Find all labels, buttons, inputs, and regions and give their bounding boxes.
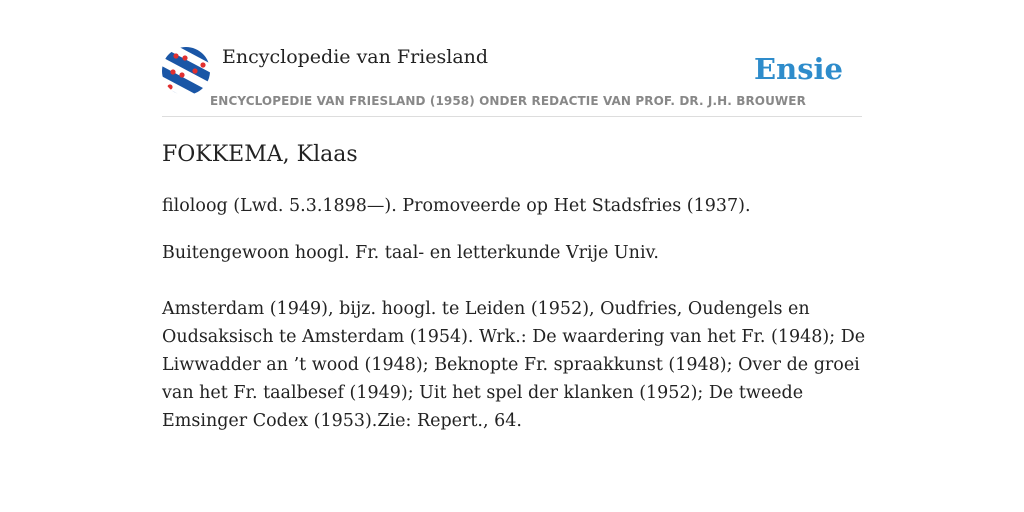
entry-paragraph: Amsterdam (1949), bijz. hoogl. te Leiden (1952), Oudfries, Oudengels en Oudsaksisch te Amsterdam (1954). Wrk.: De waardering van het Fr. (1948); De Liwwadder an ’t wood (1948); Beknopte Fr. spraakkunst (1948); Over de groei van het Fr. taalbesef (1949); Uit het spel der klanken (1952); De tweede Emsinger Codex (1953).Zie: Repert., 64. <box>162 299 866 431</box>
entry-title: FOKKEMA, Klaas <box>162 142 358 167</box>
site-subtitle: ENCYCLOPEDIE VAN FRIESLAND (1958) ONDER REDACTIE VAN PROF. DR. J.H. BROUWER <box>210 94 806 108</box>
ensie-logo[interactable]: Ensie <box>754 52 843 86</box>
header <box>162 44 862 117</box>
entry-content <box>162 140 867 435</box>
site-title[interactable]: Encyclopedie van Friesland <box>222 46 489 68</box>
entry-paragraph: filoloog (Lwd. 5.3.1898—). Promoveerde op Het Stadsfries (1937). <box>162 196 751 216</box>
frisian-flag-icon[interactable] <box>162 47 210 95</box>
entry-paragraph: Buitengewoon hoogl. Fr. taal- en letterkunde Vrije Univ. <box>162 243 659 263</box>
